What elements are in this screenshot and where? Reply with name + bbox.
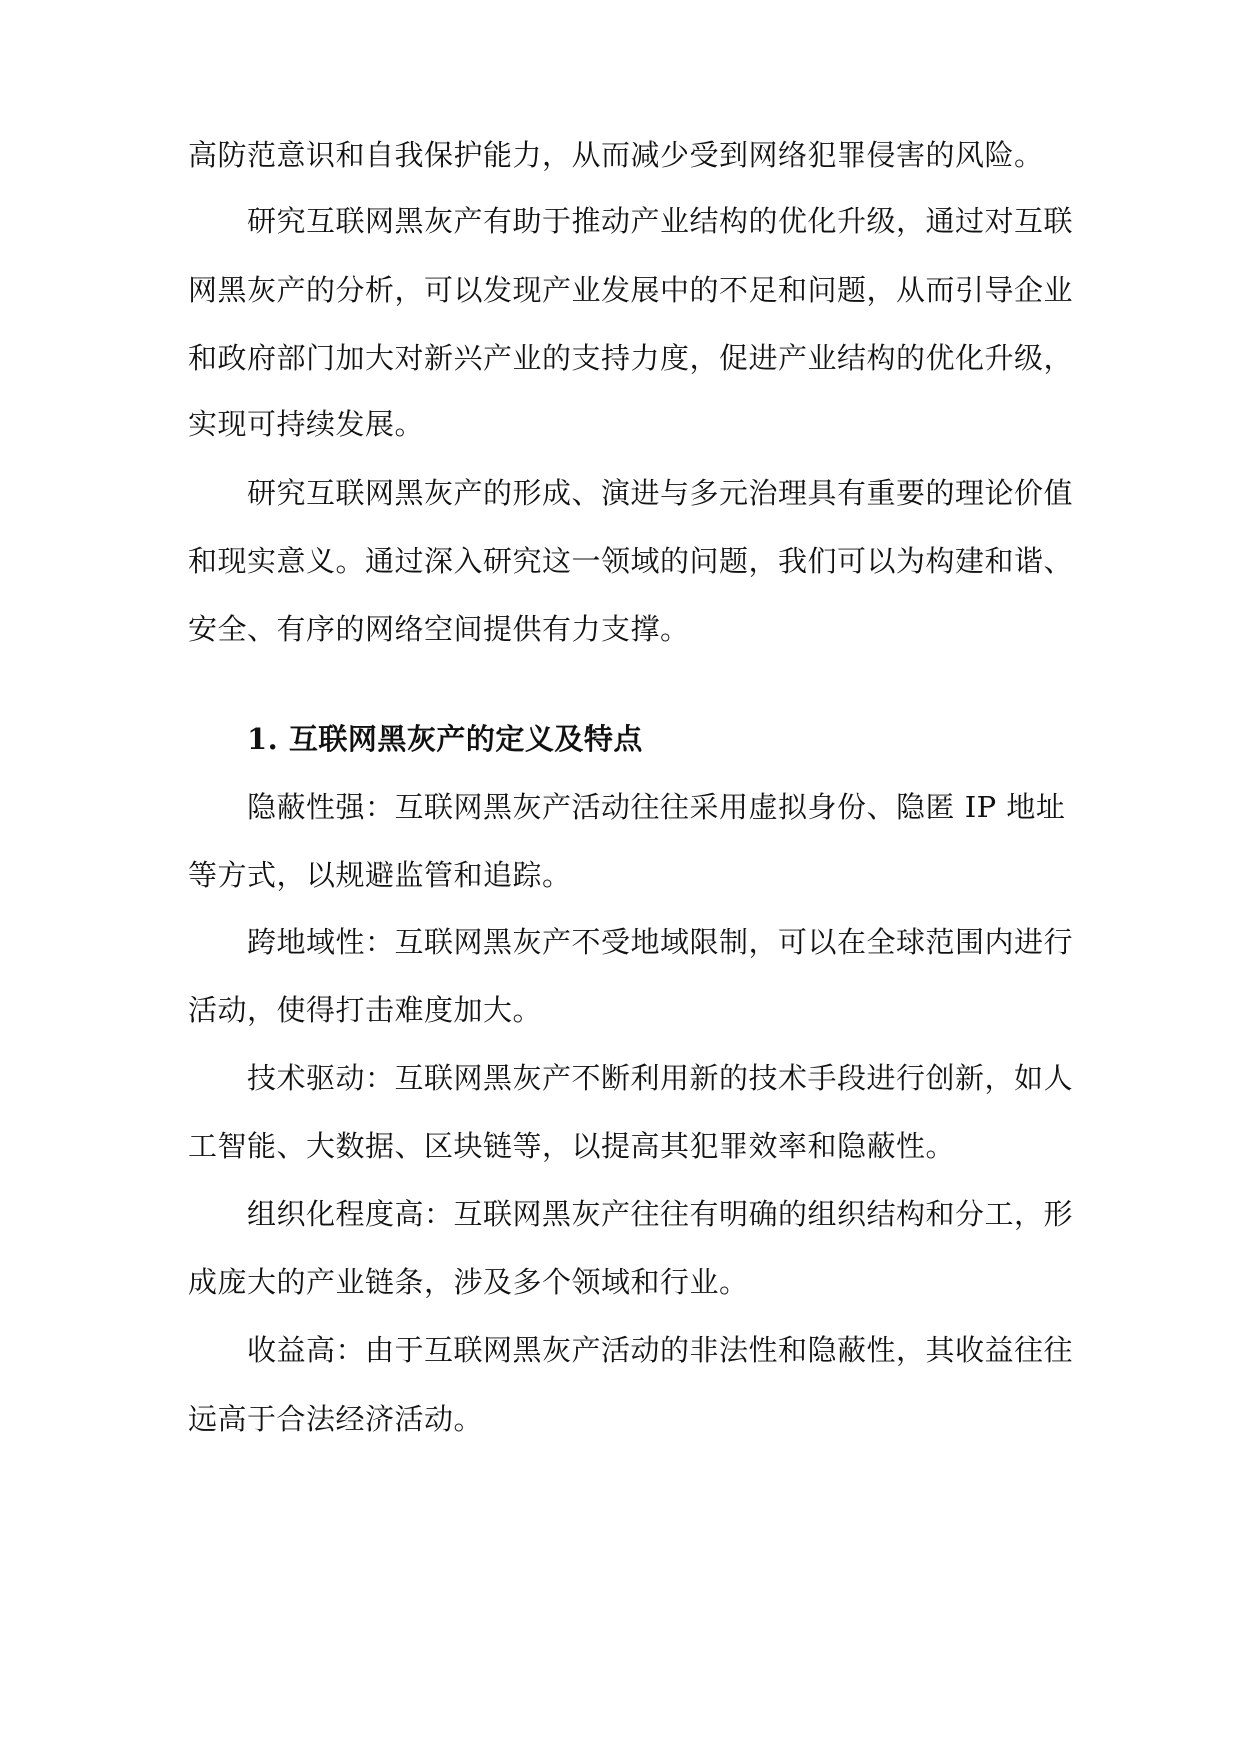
paragraph-line: 远高于合法经济活动。 — [188, 1402, 484, 1436]
paragraph-line: 工智能、大数据、区块链等，以提高其犯罪效率和隐蔽性。 — [188, 1129, 956, 1163]
paragraph-line: 隐蔽性强：互联网黑灰产活动往往采用虚拟身份、隐匿 IP 地址 — [247, 790, 1066, 824]
paragraph-line: 安全、有序的网络空间提供有力支撑。 — [188, 612, 690, 646]
paragraph-line: 技术驱动：互联网黑灰产不断利用新的技术手段进行创新，如人 — [247, 1061, 1074, 1095]
paragraph-line: 网黑灰产的分析，可以发现产业发展中的不足和问题，从而引导企业 — [188, 273, 1074, 307]
paragraph-line: 等方式，以规避监管和追踪。 — [188, 858, 572, 892]
paragraph-line: 跨地域性：互联网黑灰产不受地域限制，可以在全球范围内进行 — [247, 925, 1074, 959]
paragraph-line: 高防范意识和自我保护能力，从而减少受到网络犯罪侵害的风险。 — [188, 138, 1044, 172]
paragraph-line: 成庞大的产业链条，涉及多个领域和行业。 — [188, 1265, 749, 1299]
section-heading: 1. 互联网黑灰产的定义及特点 — [247, 722, 643, 756]
paragraph-line: 研究互联网黑灰产有助于推动产业结构的优化升级，通过对互联 — [247, 204, 1074, 238]
paragraph-line: 和现实意义。通过深入研究这一领域的问题，我们可以为构建和谐、 — [188, 544, 1074, 578]
paragraph-line: 实现可持续发展。 — [188, 407, 425, 441]
paragraph-line: 研究互联网黑灰产的形成、演进与多元治理具有重要的理论价值 — [247, 476, 1074, 510]
paragraph-line: 组织化程度高：互联网黑灰产往往有明确的组织结构和分工，形 — [247, 1197, 1074, 1231]
paragraph-line: 活动，使得打击难度加大。 — [188, 993, 543, 1027]
paragraph-line: 和政府部门加大对新兴产业的支持力度，促进产业结构的优化升级， — [188, 341, 1074, 375]
paragraph-line: 收益高：由于互联网黑灰产活动的非法性和隐蔽性，其收益往往 — [247, 1333, 1074, 1367]
